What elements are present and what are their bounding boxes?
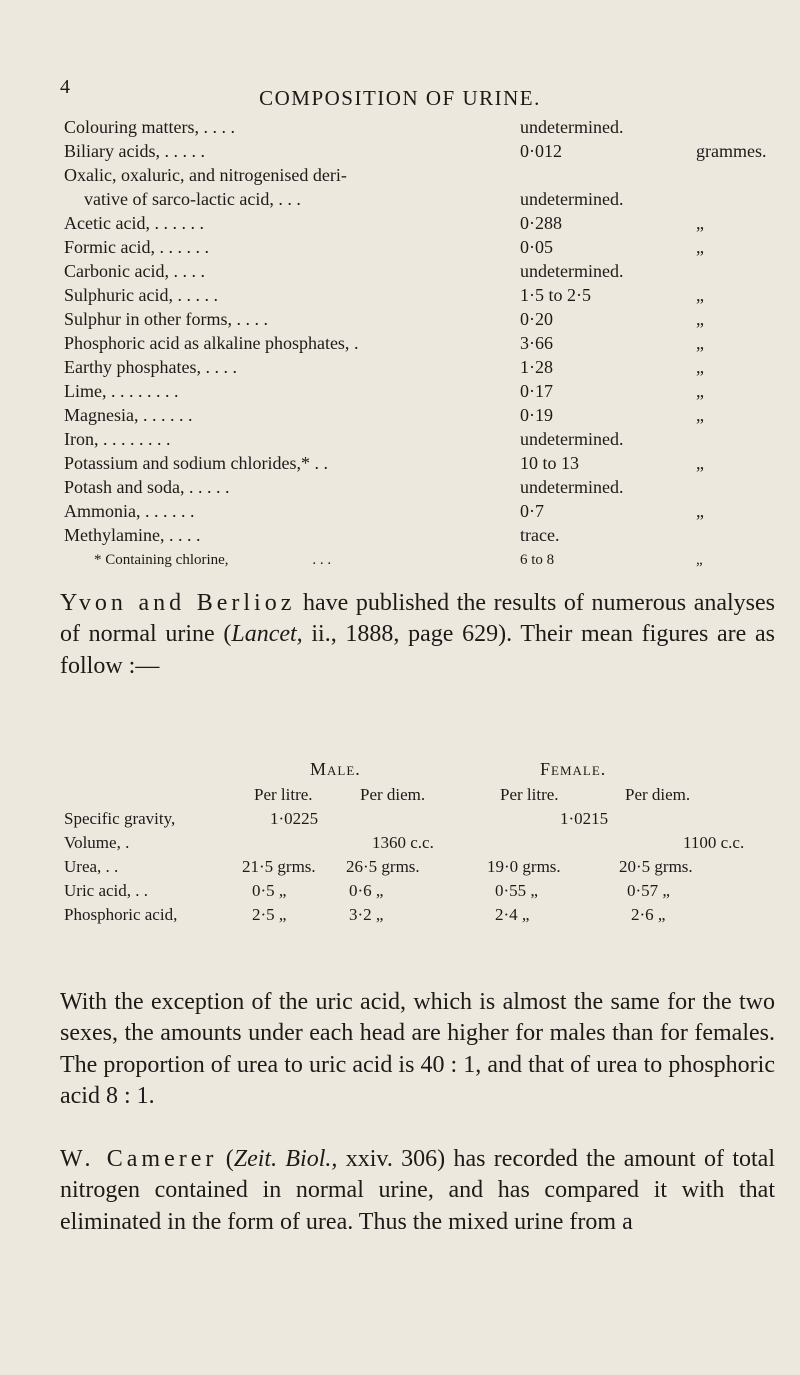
leader-dots: . [353,333,359,353]
component-name: Phosphoric acid as alkaline phosphates, [64,333,350,353]
component-row [64,140,784,162]
subheader: Per diem. [360,785,426,804]
journal-name: Zeit. Biol., [233,1146,338,1172]
component-unit: „ [696,285,704,305]
component-name: Sulphur in other forms, . [64,309,241,329]
leader-dots: . . . . . [164,141,205,161]
cell-male-diem: 26·5 grms. [346,857,420,876]
component-name: Colouring matters, [64,117,199,137]
leader-dots: . . . . [173,261,205,281]
leader-dots: . . . . [203,117,235,137]
footnote-row [64,549,784,571]
component-unit: grammes. [696,141,767,161]
component-value: 0·012 [520,141,562,161]
group-female: Female. [540,759,607,779]
component-unit: „ [696,453,704,473]
paragraph-text: xxiv. 306) has recorded the amount of total nitrogen contained in normal urine, and has compared it with that eliminated in the form of urea. Thus the mixed urine from a [60,1146,776,1235]
component-name: Formic acid, . [64,237,164,257]
component-name: Oxalic, oxaluric, and nitrogenised deri- [64,165,347,185]
component-name: Acetic acid, . [64,213,159,233]
component-name: Earthy phosphates, [64,357,201,377]
leader-dots: . . [287,189,301,209]
paragraph-text: have published the results of numerous analyses of normal urine ( [60,590,775,648]
author-names: Yvon and Berlioz [60,590,296,616]
leader-dots: . . . [312,552,332,568]
component-unit: „ [696,309,704,329]
cell-male-litre: 1·0225 [270,809,319,828]
component-value: undetermined. [520,261,624,281]
component-unit: „ [696,357,704,377]
component-value: 0·288 [520,213,562,233]
subheader: Per litre. [254,785,313,804]
component-name: Biliary acids, [64,141,160,161]
component-unit: „ [696,213,704,233]
component-name: Sulphuric acid, [64,285,173,305]
paragraph-comparison: With the exception of the uric acid, which is almost the same for the two sexes, the amounts under each head are higher for males than for females. The proportion of urea to uric acid is 40 : 1, and that of urea to phosphoric acid 8 : 1. [60,989,775,1109]
leader-dots: . . . . [198,477,230,497]
cell-female-diem: 0·57 „ [627,881,670,900]
component-row [64,452,784,474]
component-unit: „ [696,405,704,425]
component-value: 0·7 [520,501,544,521]
cell-female-litre: 0·55 „ [495,881,538,900]
component-value: 1·28 [520,357,553,377]
leader-dots: . . . . . . [142,405,193,425]
component-row [64,332,784,354]
component-name: Lime, . [64,381,116,401]
component-row [64,308,784,330]
component-name: Magnesia, [64,405,139,425]
component-value: undetermined. [520,117,624,137]
component-row [64,476,784,498]
component-value: undetermined. [520,429,624,449]
component-name: Ammonia, [64,501,141,521]
cell-female-litre: 19·0 grms. [487,857,561,876]
leader-dots: . . . . . [168,237,209,257]
component-row [64,212,784,234]
component-row [64,236,784,258]
leader-dots: . . . . . . . [120,381,179,401]
cell-male-diem: 0·6 „ [349,881,384,900]
row-label: Urea, . . [64,857,119,876]
cell-female-diem: 20·5 grms. [619,857,693,876]
footnote-text: * Containing chlorine, [94,552,229,568]
component-value: undetermined. [520,189,624,209]
author-name: W. Camerer [60,1146,218,1172]
leader-dots: . . . [245,309,268,329]
leader-dots: . . . . . [163,213,204,233]
cell-female-litre: 1·0215 [560,809,609,828]
leader-dots: . . . . . [177,285,218,305]
component-row [64,284,784,306]
component-name: Carbonic acid, [64,261,169,281]
component-name: Iron, . [64,429,108,449]
component-value: trace. [520,525,560,545]
leader-dots: . . . . [168,525,201,545]
component-value: 0·17 [520,381,553,401]
component-value: 0·05 [520,237,553,257]
footnote-unit: „ [696,552,703,568]
component-value: 10 to 13 [520,453,580,473]
cell-female-litre: 2·4 „ [495,905,530,924]
component-row [64,260,784,282]
component-unit: „ [696,237,704,257]
row-label: Uric acid, . . [64,881,149,900]
component-row [64,404,784,426]
cell-male-diem: 1360 c.c. [372,833,434,852]
paragraph-camerer: W. Camerer (Zeit. Biol., xxiv. 306) has recorded the amount of total nitrogen contained in normal urine, and has compared it with that eliminated in the form of urea. Thus the mixed urine from a [60,1146,776,1235]
component-name: Methylamine, [64,525,165,545]
component-value: undetermined. [520,477,624,497]
row-label: Specific gravity, [64,809,176,828]
table-row [0,881,800,903]
component-unit: „ [696,501,704,521]
table-row [0,905,800,927]
subheader: Per diem. [625,785,691,804]
leader-dots: . . . . . . [145,501,195,521]
page-number: 4 [60,76,70,98]
footnote-value: 6 to 8 [520,552,555,568]
leader-dots: . . [314,453,328,473]
paragraph-yvon-berlioz [60,588,775,682]
component-unit: „ [696,333,704,353]
component-value: 0·19 [520,405,553,425]
running-title: COMPOSITION OF URINE. [259,86,541,110]
component-unit: „ [696,381,704,401]
component-row [64,116,784,138]
cell-male-litre: 0·5 „ [252,881,287,900]
cell-male-litre: 21·5 grms. [242,857,316,876]
paragraph-text: ii., 1888, page 629). Their mean figures are as follow :— [60,621,775,679]
subheader-row [0,785,800,807]
component-name: Potassium and sodium chlorides,* [64,453,310,473]
table-row [0,833,800,855]
cell-male-litre: 2·5 „ [252,905,287,924]
table-row [0,857,800,879]
component-row [64,500,784,522]
component-value: 0·20 [520,309,553,329]
row-label: Volume, . [64,833,130,852]
component-row [64,164,784,186]
component-row [64,188,784,210]
row-label: Phosphoric acid, [64,905,178,924]
leader-dots: . . . . . . . [112,429,171,449]
cell-male-diem: 3·2 „ [349,905,384,924]
table-row [0,809,800,831]
component-name: Potash and soda, . [64,477,194,497]
component-row [64,524,784,546]
component-value: 1·5 to 2·5 [520,285,591,305]
cell-female-diem: 2·6 „ [631,905,666,924]
component-row [64,428,784,450]
group-header-row [0,759,800,783]
component-value: 3·66 [520,333,553,353]
subheader: Per litre. [500,785,559,804]
group-male: Male. [310,759,361,779]
component-row [64,356,784,378]
leader-dots: . . . . [205,357,237,377]
journal-name: Lancet, [231,621,303,648]
cell-female-diem: 1100 c.c. [683,833,745,852]
component-row [64,380,784,402]
component-name: vative of sarco-lactic acid, . [84,189,283,209]
